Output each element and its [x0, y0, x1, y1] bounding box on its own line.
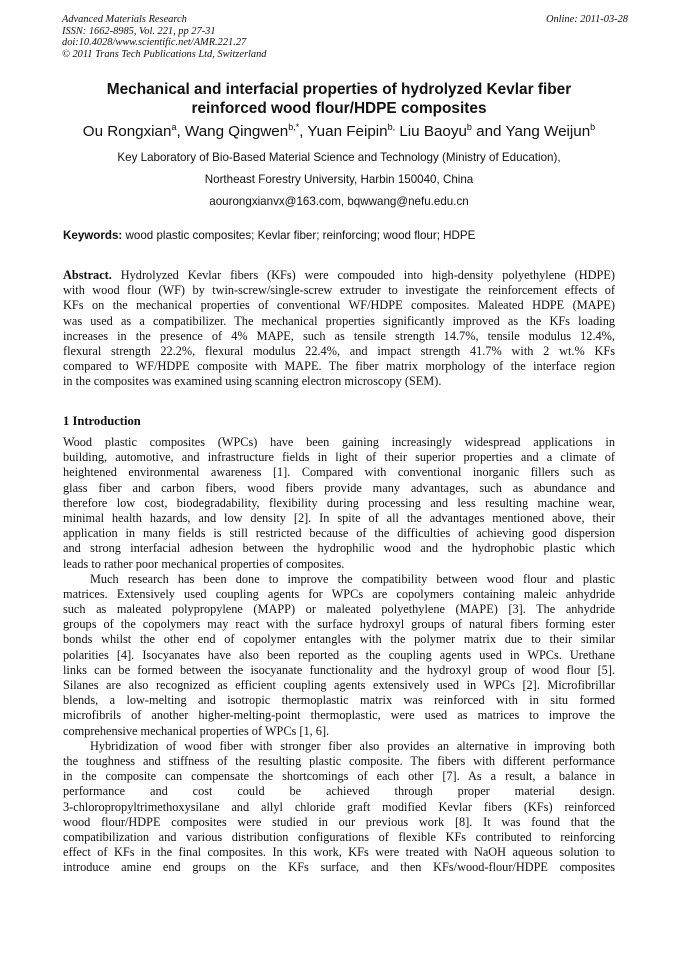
abstract-line: in the composites was examined using scanning electron microscopy (SEM).	[63, 374, 442, 389]
abstract-line: increases in the presence of 4% MAPE, such as tensile strength 14.7%, tensile modulus 12.4%,	[63, 328, 615, 343]
body-line: effect of KFs in the final composites. In this work, KFs were treated with NaOH aqueous solution to	[63, 845, 615, 860]
body-line: groups of the copolymers may react with the surface hydroxyl groups of natural fibers forming ester	[63, 617, 615, 632]
author: Wang Qingwen$^{b,*}$,	[184, 122, 308, 140]
body-line: introduce amine end groups on the KFs surface, and then KFs/wood-flour/HDPE composites	[63, 860, 615, 875]
title-line-2: reinforced wood flour/HDPE composites	[191, 100, 487, 117]
body-line: and strong interfacial adhesion between the hydrophilic wood and the hydrophobic plastic which	[63, 541, 615, 556]
body-line: Silanes are also recognized as efficient coupling agents extensively used in WPCs [2]. Microfibrillar	[63, 678, 615, 692]
abstract-label: Abstract.	[63, 268, 112, 282]
body-line: microfibrils of another higher-melting-point thermoplastic, were used as matrices to improve the	[63, 708, 615, 723]
journal-name: Advanced Materials Research	[62, 14, 187, 25]
body-line: heightened environmental awareness [1]. Compared with conventional inorganic fillers such as	[63, 465, 615, 480]
body-line: application in many fields is still restricted because of the difficulties of achieving good dispersion	[63, 526, 615, 541]
title-line-1: Mechanical and interfacial properties of hydrolyzed Kevlar fiber	[106, 81, 572, 98]
body-line: Much research has been done to improve the compatibility between wood flour and plastic	[90, 571, 615, 586]
body-line: blends, a low-melting and isotropic thermoplastic matrix was reinforced with in situ formed	[63, 693, 615, 708]
body-line: such as maleated polypropylene (MAPP) or maleated polyethylene (MAPE) [3]. The anhydride	[63, 602, 615, 617]
body-line: in the composite can compensate the shortcomings of each other [7]. As a result, a balance in	[63, 769, 615, 784]
body-line: wood flour/HDPE composites were studied in our previous work [8]. It was found that the	[63, 814, 615, 829]
affiliation-line-1: Key Laboratory of Bio-Based Material Science and Technology (Ministry of Education),	[117, 151, 561, 164]
online-date: Online: 2011-03-28	[545, 14, 628, 25]
author-emails: aourongxianvx@163.com, bqwwang@nefu.edu.cn	[209, 195, 469, 208]
keywords-label: Keywords:	[63, 229, 123, 242]
issn-line: ISSN: 1662-8985, Vol. 221, pp 27-31	[62, 25, 216, 37]
body-line: the toughness and stiffness of the resulting plastic composite. The fibers with different performance	[63, 753, 615, 768]
body-line: bonds whilst the other end of copolymer entangles with the polymer matrix due to their similar	[63, 632, 615, 647]
abstract-line: flexural strength 22.2%, flexural modulus 22.4%, and impact strength 41.7% with 2 wt.% KFs	[63, 343, 615, 358]
author: Ou Rongxian$^a$,	[82, 122, 185, 140]
abstract	[63, 268, 615, 390]
abstract-line: with wood flour (WF) by twin-screw/single-screw extruder to investigate the reinforcement effects of	[63, 283, 615, 298]
body-line: leads to rather poor mechanical properties of composites.	[63, 556, 345, 571]
author-list	[40, 123, 638, 141]
abstract-line: compared to WF/HDPE composite with MAPE. The fiber matrix morphology of the interface region	[63, 359, 615, 374]
journal-header	[62, 14, 266, 60]
body-line: glass fiber and carbon fibers, wood fibers provide many advantages, such as abundance and	[63, 480, 615, 495]
paper-title	[60, 80, 618, 118]
body-line: performance and cost could be achieved through proper material design.	[63, 784, 615, 799]
author: Yuan Feipin$^{b,}$	[307, 122, 396, 140]
body-line: compatibilization and various distribution configurations of flexible KFs contributed to reinforcing	[63, 829, 615, 844]
body-line: links can be formed between the isocyanate functionality and the hydroxyl group of wood flour [5].	[63, 662, 615, 677]
author: Yang Weijun$^b$	[505, 122, 596, 140]
body-line: Wood plastic composites (WPCs) have been gaining increasingly widespread applications in	[63, 435, 615, 449]
body-line: 3-chloropropyltrimethoxysilane and allyl chloride graft modified Kevlar fibers (KFs) reinforced	[63, 799, 615, 814]
introduction-body	[63, 435, 615, 875]
author: Liu Baoyu$^b$ and	[399, 122, 506, 140]
abstract-line: was used as a compatibilizer. The mechanical properties significantly improved as the KFs loading	[63, 313, 615, 328]
abstract-line: KFs on the mechanical properties of conventional WF/HDPE composites. Maleated HDPE (MAPE)	[63, 298, 615, 313]
body-line: therefore low cost, biodegradability, flexibility during processing and less resulting machine wear,	[63, 495, 615, 510]
keywords-text: wood plastic composites; Kevlar fiber; reinforcing; wood flour; HDPE	[122, 229, 476, 242]
body-line: Hybridization of wood fiber with stronger fiber also provides an alternative in improving both	[90, 738, 615, 753]
doi-line: doi:10.4028/www.scientific.net/AMR.221.27	[62, 37, 247, 49]
body-line: comprehensive mechanical properties of WPCs [1, 6].	[63, 723, 330, 738]
copyright-line: © 2011 Trans Tech Publications Ltd, Switzerland	[62, 48, 267, 60]
affiliation-line-2: Northeast Forestry University, Harbin 150040, China	[204, 173, 474, 186]
body-line: minimal health hazards, and low density [2]. In spite of all the advantages mentioned above, their	[63, 510, 615, 525]
keywords	[63, 229, 475, 243]
body-line: building, automotive, and infrastructure fields in light of their superior properties and a climate of	[63, 450, 615, 465]
body-line: matrices. Extensively used coupling agents for WPCs are copolymers containing maleic anhydride	[63, 586, 615, 601]
section-heading-introduction: 1 Introduction	[63, 414, 141, 428]
abstract-line: Abstract. Hydrolyzed Kevlar fibers (KFs) were compouded into high-density polyethylene (HDPE)	[63, 268, 615, 282]
body-line: polarities [4]. Isocyanates have also been reported as the coupling agents used in WPCs. Urethane	[63, 647, 615, 662]
